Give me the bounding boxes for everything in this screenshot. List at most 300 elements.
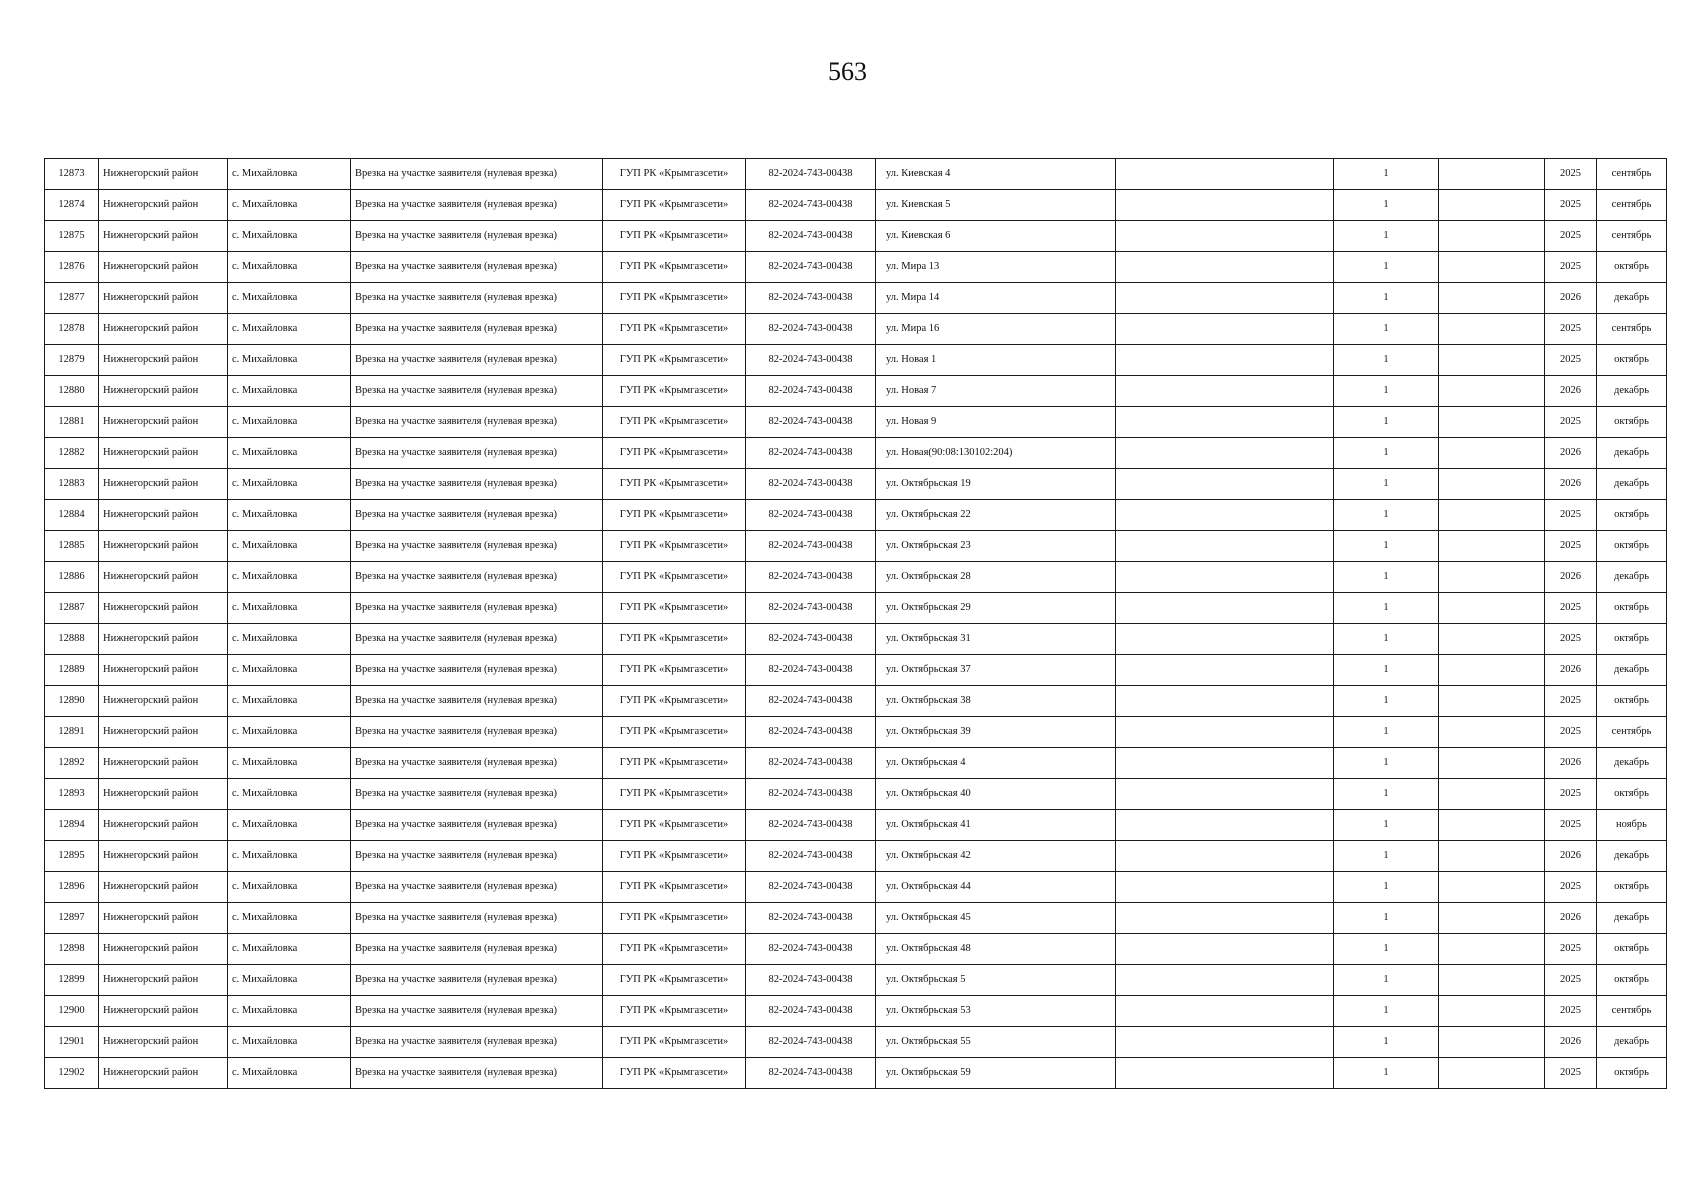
row-year: 2025: [1545, 872, 1597, 903]
row-number: 12889: [45, 655, 99, 686]
row-organization: ГУП РК «Крымгазсети»: [603, 283, 746, 314]
table-row: [45, 996, 1667, 1027]
row-work-type: Врезка на участке заявителя (нулевая врезка): [351, 934, 603, 965]
row-program-code: 82-2024-743-00438: [746, 190, 876, 221]
row-village: с. Михайловка: [228, 438, 351, 469]
row-empty-cell: [1439, 1027, 1545, 1058]
registry-table: [44, 158, 1667, 1089]
row-address: ул. Октябрьская 31: [876, 624, 1116, 655]
row-number: 12888: [45, 624, 99, 655]
row-empty-cell: [1439, 1058, 1545, 1089]
row-program-code: 82-2024-743-00438: [746, 1027, 876, 1058]
row-village: с. Михайловка: [228, 748, 351, 779]
row-number: 12900: [45, 996, 99, 1027]
row-year: 2025: [1545, 531, 1597, 562]
row-empty-cell: [1116, 159, 1334, 190]
row-year: 2026: [1545, 469, 1597, 500]
row-district: Нижнегорский район: [99, 655, 228, 686]
row-empty-cell: [1116, 810, 1334, 841]
row-district: Нижнегорский район: [99, 469, 228, 500]
row-month: сентябрь: [1597, 717, 1667, 748]
row-empty-cell: [1116, 965, 1334, 996]
row-address: ул. Октябрьская 37: [876, 655, 1116, 686]
row-program-code: 82-2024-743-00438: [746, 996, 876, 1027]
row-year: 2025: [1545, 717, 1597, 748]
row-district: Нижнегорский район: [99, 159, 228, 190]
row-work-type: Врезка на участке заявителя (нулевая врезка): [351, 345, 603, 376]
row-month: октябрь: [1597, 779, 1667, 810]
row-number: 12881: [45, 407, 99, 438]
row-number: 12891: [45, 717, 99, 748]
row-empty-cell: [1439, 562, 1545, 593]
row-work-type: Врезка на участке заявителя (нулевая врезка): [351, 283, 603, 314]
table-row: [45, 717, 1667, 748]
row-work-type: Врезка на участке заявителя (нулевая врезка): [351, 500, 603, 531]
row-quantity: 1: [1334, 872, 1439, 903]
row-quantity: 1: [1334, 1027, 1439, 1058]
row-empty-cell: [1439, 500, 1545, 531]
row-program-code: 82-2024-743-00438: [746, 438, 876, 469]
row-address: ул. Новая(90:08:130102:204): [876, 438, 1116, 469]
row-address: ул. Октябрьская 4: [876, 748, 1116, 779]
row-year: 2026: [1545, 841, 1597, 872]
row-work-type: Врезка на участке заявителя (нулевая врезка): [351, 407, 603, 438]
row-empty-cell: [1439, 252, 1545, 283]
row-work-type: Врезка на участке заявителя (нулевая врезка): [351, 686, 603, 717]
row-address: ул. Новая 1: [876, 345, 1116, 376]
row-organization: ГУП РК «Крымгазсети»: [603, 779, 746, 810]
row-quantity: 1: [1334, 407, 1439, 438]
row-organization: ГУП РК «Крымгазсети»: [603, 438, 746, 469]
row-work-type: Врезка на участке заявителя (нулевая врезка): [351, 438, 603, 469]
row-organization: ГУП РК «Крымгазсети»: [603, 500, 746, 531]
table-row: [45, 283, 1667, 314]
row-program-code: 82-2024-743-00438: [746, 903, 876, 934]
row-empty-cell: [1116, 934, 1334, 965]
row-empty-cell: [1116, 655, 1334, 686]
row-number: 12887: [45, 593, 99, 624]
row-year: 2026: [1545, 438, 1597, 469]
row-village: с. Михайловка: [228, 252, 351, 283]
row-year: 2025: [1545, 221, 1597, 252]
row-month: октябрь: [1597, 407, 1667, 438]
row-district: Нижнегорский район: [99, 903, 228, 934]
row-year: 2026: [1545, 562, 1597, 593]
row-month: октябрь: [1597, 965, 1667, 996]
row-empty-cell: [1439, 407, 1545, 438]
row-quantity: 1: [1334, 748, 1439, 779]
row-village: с. Михайловка: [228, 1058, 351, 1089]
row-month: октябрь: [1597, 686, 1667, 717]
row-address: ул. Октябрьская 40: [876, 779, 1116, 810]
row-year: 2026: [1545, 1027, 1597, 1058]
row-district: Нижнегорский район: [99, 717, 228, 748]
row-number: 12883: [45, 469, 99, 500]
row-district: Нижнегорский район: [99, 314, 228, 345]
table-row: [45, 500, 1667, 531]
row-empty-cell: [1439, 159, 1545, 190]
row-empty-cell: [1116, 593, 1334, 624]
row-program-code: 82-2024-743-00438: [746, 934, 876, 965]
row-district: Нижнегорский район: [99, 221, 228, 252]
table-row: [45, 965, 1667, 996]
row-district: Нижнегорский район: [99, 1027, 228, 1058]
row-month: октябрь: [1597, 934, 1667, 965]
row-year: 2025: [1545, 190, 1597, 221]
row-village: с. Михайловка: [228, 1027, 351, 1058]
row-quantity: 1: [1334, 903, 1439, 934]
row-work-type: Врезка на участке заявителя (нулевая врезка): [351, 562, 603, 593]
row-district: Нижнегорский район: [99, 376, 228, 407]
row-program-code: 82-2024-743-00438: [746, 810, 876, 841]
table-row: [45, 221, 1667, 252]
row-number: 12897: [45, 903, 99, 934]
row-year: 2025: [1545, 686, 1597, 717]
row-village: с. Михайловка: [228, 407, 351, 438]
row-organization: ГУП РК «Крымгазсети»: [603, 407, 746, 438]
row-empty-cell: [1116, 190, 1334, 221]
row-number: 12882: [45, 438, 99, 469]
row-organization: ГУП РК «Крымгазсети»: [603, 593, 746, 624]
row-empty-cell: [1439, 903, 1545, 934]
table-row: [45, 872, 1667, 903]
row-number: 12877: [45, 283, 99, 314]
row-empty-cell: [1439, 779, 1545, 810]
row-program-code: 82-2024-743-00438: [746, 655, 876, 686]
row-quantity: 1: [1334, 283, 1439, 314]
row-district: Нижнегорский район: [99, 872, 228, 903]
row-year: 2026: [1545, 748, 1597, 779]
row-address: ул. Киевская 4: [876, 159, 1116, 190]
row-village: с. Михайловка: [228, 376, 351, 407]
row-program-code: 82-2024-743-00438: [746, 1058, 876, 1089]
row-number: 12880: [45, 376, 99, 407]
row-year: 2025: [1545, 407, 1597, 438]
row-work-type: Врезка на участке заявителя (нулевая врезка): [351, 841, 603, 872]
row-organization: ГУП РК «Крымгазсети»: [603, 841, 746, 872]
row-month: сентябрь: [1597, 221, 1667, 252]
row-address: ул. Новая 7: [876, 376, 1116, 407]
row-program-code: 82-2024-743-00438: [746, 314, 876, 345]
row-empty-cell: [1439, 686, 1545, 717]
table-row: [45, 810, 1667, 841]
row-program-code: 82-2024-743-00438: [746, 717, 876, 748]
row-program-code: 82-2024-743-00438: [746, 345, 876, 376]
row-work-type: Врезка на участке заявителя (нулевая врезка): [351, 872, 603, 903]
row-organization: ГУП РК «Крымгазсети»: [603, 469, 746, 500]
row-year: 2026: [1545, 903, 1597, 934]
row-year: 2025: [1545, 252, 1597, 283]
row-organization: ГУП РК «Крымгазсети»: [603, 531, 746, 562]
row-empty-cell: [1439, 624, 1545, 655]
row-program-code: 82-2024-743-00438: [746, 159, 876, 190]
row-organization: ГУП РК «Крымгазсети»: [603, 748, 746, 779]
table-row: [45, 376, 1667, 407]
row-year: 2025: [1545, 779, 1597, 810]
row-village: с. Михайловка: [228, 965, 351, 996]
row-empty-cell: [1116, 252, 1334, 283]
table-row: [45, 438, 1667, 469]
row-empty-cell: [1439, 593, 1545, 624]
row-empty-cell: [1439, 376, 1545, 407]
row-empty-cell: [1116, 1058, 1334, 1089]
row-district: Нижнегорский район: [99, 779, 228, 810]
row-organization: ГУП РК «Крымгазсети»: [603, 810, 746, 841]
row-organization: ГУП РК «Крымгазсети»: [603, 624, 746, 655]
row-work-type: Врезка на участке заявителя (нулевая врезка): [351, 469, 603, 500]
row-address: ул. Октябрьская 39: [876, 717, 1116, 748]
row-district: Нижнегорский район: [99, 748, 228, 779]
row-organization: ГУП РК «Крымгазсети»: [603, 1027, 746, 1058]
row-program-code: 82-2024-743-00438: [746, 779, 876, 810]
row-address: ул. Октябрьская 41: [876, 810, 1116, 841]
row-village: с. Михайловка: [228, 810, 351, 841]
row-quantity: 1: [1334, 531, 1439, 562]
row-empty-cell: [1439, 314, 1545, 345]
row-year: 2025: [1545, 500, 1597, 531]
row-quantity: 1: [1334, 376, 1439, 407]
row-program-code: 82-2024-743-00438: [746, 500, 876, 531]
row-organization: ГУП РК «Крымгазсети»: [603, 686, 746, 717]
row-program-code: 82-2024-743-00438: [746, 469, 876, 500]
row-work-type: Врезка на участке заявителя (нулевая врезка): [351, 965, 603, 996]
row-quantity: 1: [1334, 221, 1439, 252]
row-month: октябрь: [1597, 531, 1667, 562]
table-row: [45, 407, 1667, 438]
row-program-code: 82-2024-743-00438: [746, 841, 876, 872]
row-empty-cell: [1116, 438, 1334, 469]
row-empty-cell: [1439, 872, 1545, 903]
row-number: 12879: [45, 345, 99, 376]
row-program-code: 82-2024-743-00438: [746, 283, 876, 314]
table-row: [45, 655, 1667, 686]
row-year: 2026: [1545, 655, 1597, 686]
row-address: ул. Октябрьская 45: [876, 903, 1116, 934]
row-quantity: 1: [1334, 965, 1439, 996]
row-program-code: 82-2024-743-00438: [746, 593, 876, 624]
row-district: Нижнегорский район: [99, 965, 228, 996]
row-work-type: Врезка на участке заявителя (нулевая врезка): [351, 717, 603, 748]
table-row: [45, 531, 1667, 562]
row-quantity: 1: [1334, 345, 1439, 376]
row-empty-cell: [1439, 655, 1545, 686]
row-month: декабрь: [1597, 376, 1667, 407]
row-program-code: 82-2024-743-00438: [746, 562, 876, 593]
row-village: с. Михайловка: [228, 159, 351, 190]
row-work-type: Врезка на участке заявителя (нулевая врезка): [351, 221, 603, 252]
row-program-code: 82-2024-743-00438: [746, 965, 876, 996]
row-empty-cell: [1439, 810, 1545, 841]
row-empty-cell: [1439, 965, 1545, 996]
table-row: [45, 562, 1667, 593]
row-year: 2025: [1545, 965, 1597, 996]
row-number: 12885: [45, 531, 99, 562]
row-number: 12884: [45, 500, 99, 531]
row-empty-cell: [1116, 841, 1334, 872]
table-row: [45, 345, 1667, 376]
row-district: Нижнегорский район: [99, 934, 228, 965]
row-work-type: Врезка на участке заявителя (нулевая врезка): [351, 810, 603, 841]
row-program-code: 82-2024-743-00438: [746, 624, 876, 655]
row-address: ул. Октябрьская 59: [876, 1058, 1116, 1089]
row-number: 12898: [45, 934, 99, 965]
row-village: с. Михайловка: [228, 934, 351, 965]
row-empty-cell: [1116, 748, 1334, 779]
row-quantity: 1: [1334, 717, 1439, 748]
row-organization: ГУП РК «Крымгазсети»: [603, 996, 746, 1027]
row-month: сентябрь: [1597, 996, 1667, 1027]
row-quantity: 1: [1334, 252, 1439, 283]
row-village: с. Михайловка: [228, 717, 351, 748]
row-year: 2025: [1545, 934, 1597, 965]
row-address: ул. Октябрьская 53: [876, 996, 1116, 1027]
row-empty-cell: [1439, 221, 1545, 252]
row-program-code: 82-2024-743-00438: [746, 686, 876, 717]
row-empty-cell: [1116, 407, 1334, 438]
row-month: октябрь: [1597, 1058, 1667, 1089]
row-empty-cell: [1116, 686, 1334, 717]
row-work-type: Врезка на участке заявителя (нулевая врезка): [351, 624, 603, 655]
row-village: с. Михайловка: [228, 593, 351, 624]
row-number: 12890: [45, 686, 99, 717]
row-empty-cell: [1116, 500, 1334, 531]
row-village: с. Михайловка: [228, 562, 351, 593]
table-row: [45, 903, 1667, 934]
row-number: 12896: [45, 872, 99, 903]
row-month: сентябрь: [1597, 159, 1667, 190]
row-work-type: Врезка на участке заявителя (нулевая врезка): [351, 252, 603, 283]
row-empty-cell: [1116, 283, 1334, 314]
row-village: с. Михайловка: [228, 655, 351, 686]
row-work-type: Врезка на участке заявителя (нулевая врезка): [351, 531, 603, 562]
row-month: декабрь: [1597, 655, 1667, 686]
row-number: 12892: [45, 748, 99, 779]
row-organization: ГУП РК «Крымгазсети»: [603, 1058, 746, 1089]
row-district: Нижнегорский район: [99, 252, 228, 283]
row-number: 12901: [45, 1027, 99, 1058]
row-year: 2025: [1545, 624, 1597, 655]
row-month: октябрь: [1597, 593, 1667, 624]
row-village: с. Михайловка: [228, 500, 351, 531]
row-empty-cell: [1439, 531, 1545, 562]
row-empty-cell: [1439, 934, 1545, 965]
row-district: Нижнегорский район: [99, 531, 228, 562]
table-row: [45, 934, 1667, 965]
table-row: [45, 190, 1667, 221]
row-village: с. Михайловка: [228, 686, 351, 717]
row-district: Нижнегорский район: [99, 1058, 228, 1089]
row-work-type: Врезка на участке заявителя (нулевая врезка): [351, 159, 603, 190]
row-village: с. Михайловка: [228, 996, 351, 1027]
row-empty-cell: [1116, 624, 1334, 655]
row-month: декабрь: [1597, 748, 1667, 779]
row-village: с. Михайловка: [228, 779, 351, 810]
row-work-type: Врезка на участке заявителя (нулевая врезка): [351, 996, 603, 1027]
row-work-type: Врезка на участке заявителя (нулевая врезка): [351, 593, 603, 624]
table-row: [45, 1027, 1667, 1058]
row-address: ул. Октябрьская 23: [876, 531, 1116, 562]
row-month: сентябрь: [1597, 190, 1667, 221]
row-quantity: 1: [1334, 934, 1439, 965]
row-empty-cell: [1439, 190, 1545, 221]
row-empty-cell: [1116, 872, 1334, 903]
table-row: [45, 748, 1667, 779]
row-address: ул. Октябрьская 38: [876, 686, 1116, 717]
row-address: ул. Новая 9: [876, 407, 1116, 438]
row-address: ул. Октябрьская 19: [876, 469, 1116, 500]
row-program-code: 82-2024-743-00438: [746, 221, 876, 252]
row-district: Нижнегорский район: [99, 996, 228, 1027]
row-number: 12902: [45, 1058, 99, 1089]
row-year: 2025: [1545, 593, 1597, 624]
row-address: ул. Октябрьская 55: [876, 1027, 1116, 1058]
row-number: 12886: [45, 562, 99, 593]
row-quantity: 1: [1334, 779, 1439, 810]
row-village: с. Михайловка: [228, 221, 351, 252]
row-address: ул. Октябрьская 42: [876, 841, 1116, 872]
table-row: [45, 159, 1667, 190]
row-work-type: Врезка на участке заявителя (нулевая врезка): [351, 190, 603, 221]
row-quantity: 1: [1334, 996, 1439, 1027]
row-village: с. Михайловка: [228, 190, 351, 221]
row-year: 2025: [1545, 159, 1597, 190]
row-program-code: 82-2024-743-00438: [746, 376, 876, 407]
row-work-type: Врезка на участке заявителя (нулевая врезка): [351, 903, 603, 934]
row-work-type: Врезка на участке заявителя (нулевая врезка): [351, 748, 603, 779]
row-quantity: 1: [1334, 314, 1439, 345]
row-organization: ГУП РК «Крымгазсети»: [603, 314, 746, 345]
table-row: [45, 1058, 1667, 1089]
row-empty-cell: [1439, 438, 1545, 469]
row-quantity: 1: [1334, 655, 1439, 686]
table-row: [45, 252, 1667, 283]
row-empty-cell: [1116, 221, 1334, 252]
row-program-code: 82-2024-743-00438: [746, 872, 876, 903]
row-organization: ГУП РК «Крымгазсети»: [603, 376, 746, 407]
row-number: 12878: [45, 314, 99, 345]
row-quantity: 1: [1334, 562, 1439, 593]
row-address: ул. Мира 16: [876, 314, 1116, 345]
table-row: [45, 624, 1667, 655]
row-empty-cell: [1439, 283, 1545, 314]
row-empty-cell: [1116, 717, 1334, 748]
row-month: декабрь: [1597, 469, 1667, 500]
row-address: ул. Октябрьская 5: [876, 965, 1116, 996]
row-empty-cell: [1116, 314, 1334, 345]
row-empty-cell: [1116, 469, 1334, 500]
row-quantity: 1: [1334, 190, 1439, 221]
row-quantity: 1: [1334, 686, 1439, 717]
row-address: ул. Октябрьская 22: [876, 500, 1116, 531]
row-village: с. Михайловка: [228, 872, 351, 903]
row-village: с. Михайловка: [228, 903, 351, 934]
row-empty-cell: [1116, 376, 1334, 407]
row-work-type: Врезка на участке заявителя (нулевая врезка): [351, 376, 603, 407]
row-month: декабрь: [1597, 283, 1667, 314]
row-empty-cell: [1116, 903, 1334, 934]
row-number: 12899: [45, 965, 99, 996]
row-organization: ГУП РК «Крымгазсети»: [603, 345, 746, 376]
row-village: с. Михайловка: [228, 624, 351, 655]
row-address: ул. Киевская 6: [876, 221, 1116, 252]
row-month: декабрь: [1597, 438, 1667, 469]
row-organization: ГУП РК «Крымгазсети»: [603, 934, 746, 965]
row-number: 12873: [45, 159, 99, 190]
row-year: 2025: [1545, 810, 1597, 841]
row-village: с. Михайловка: [228, 345, 351, 376]
row-district: Нижнегорский район: [99, 283, 228, 314]
row-organization: ГУП РК «Крымгазсети»: [603, 655, 746, 686]
